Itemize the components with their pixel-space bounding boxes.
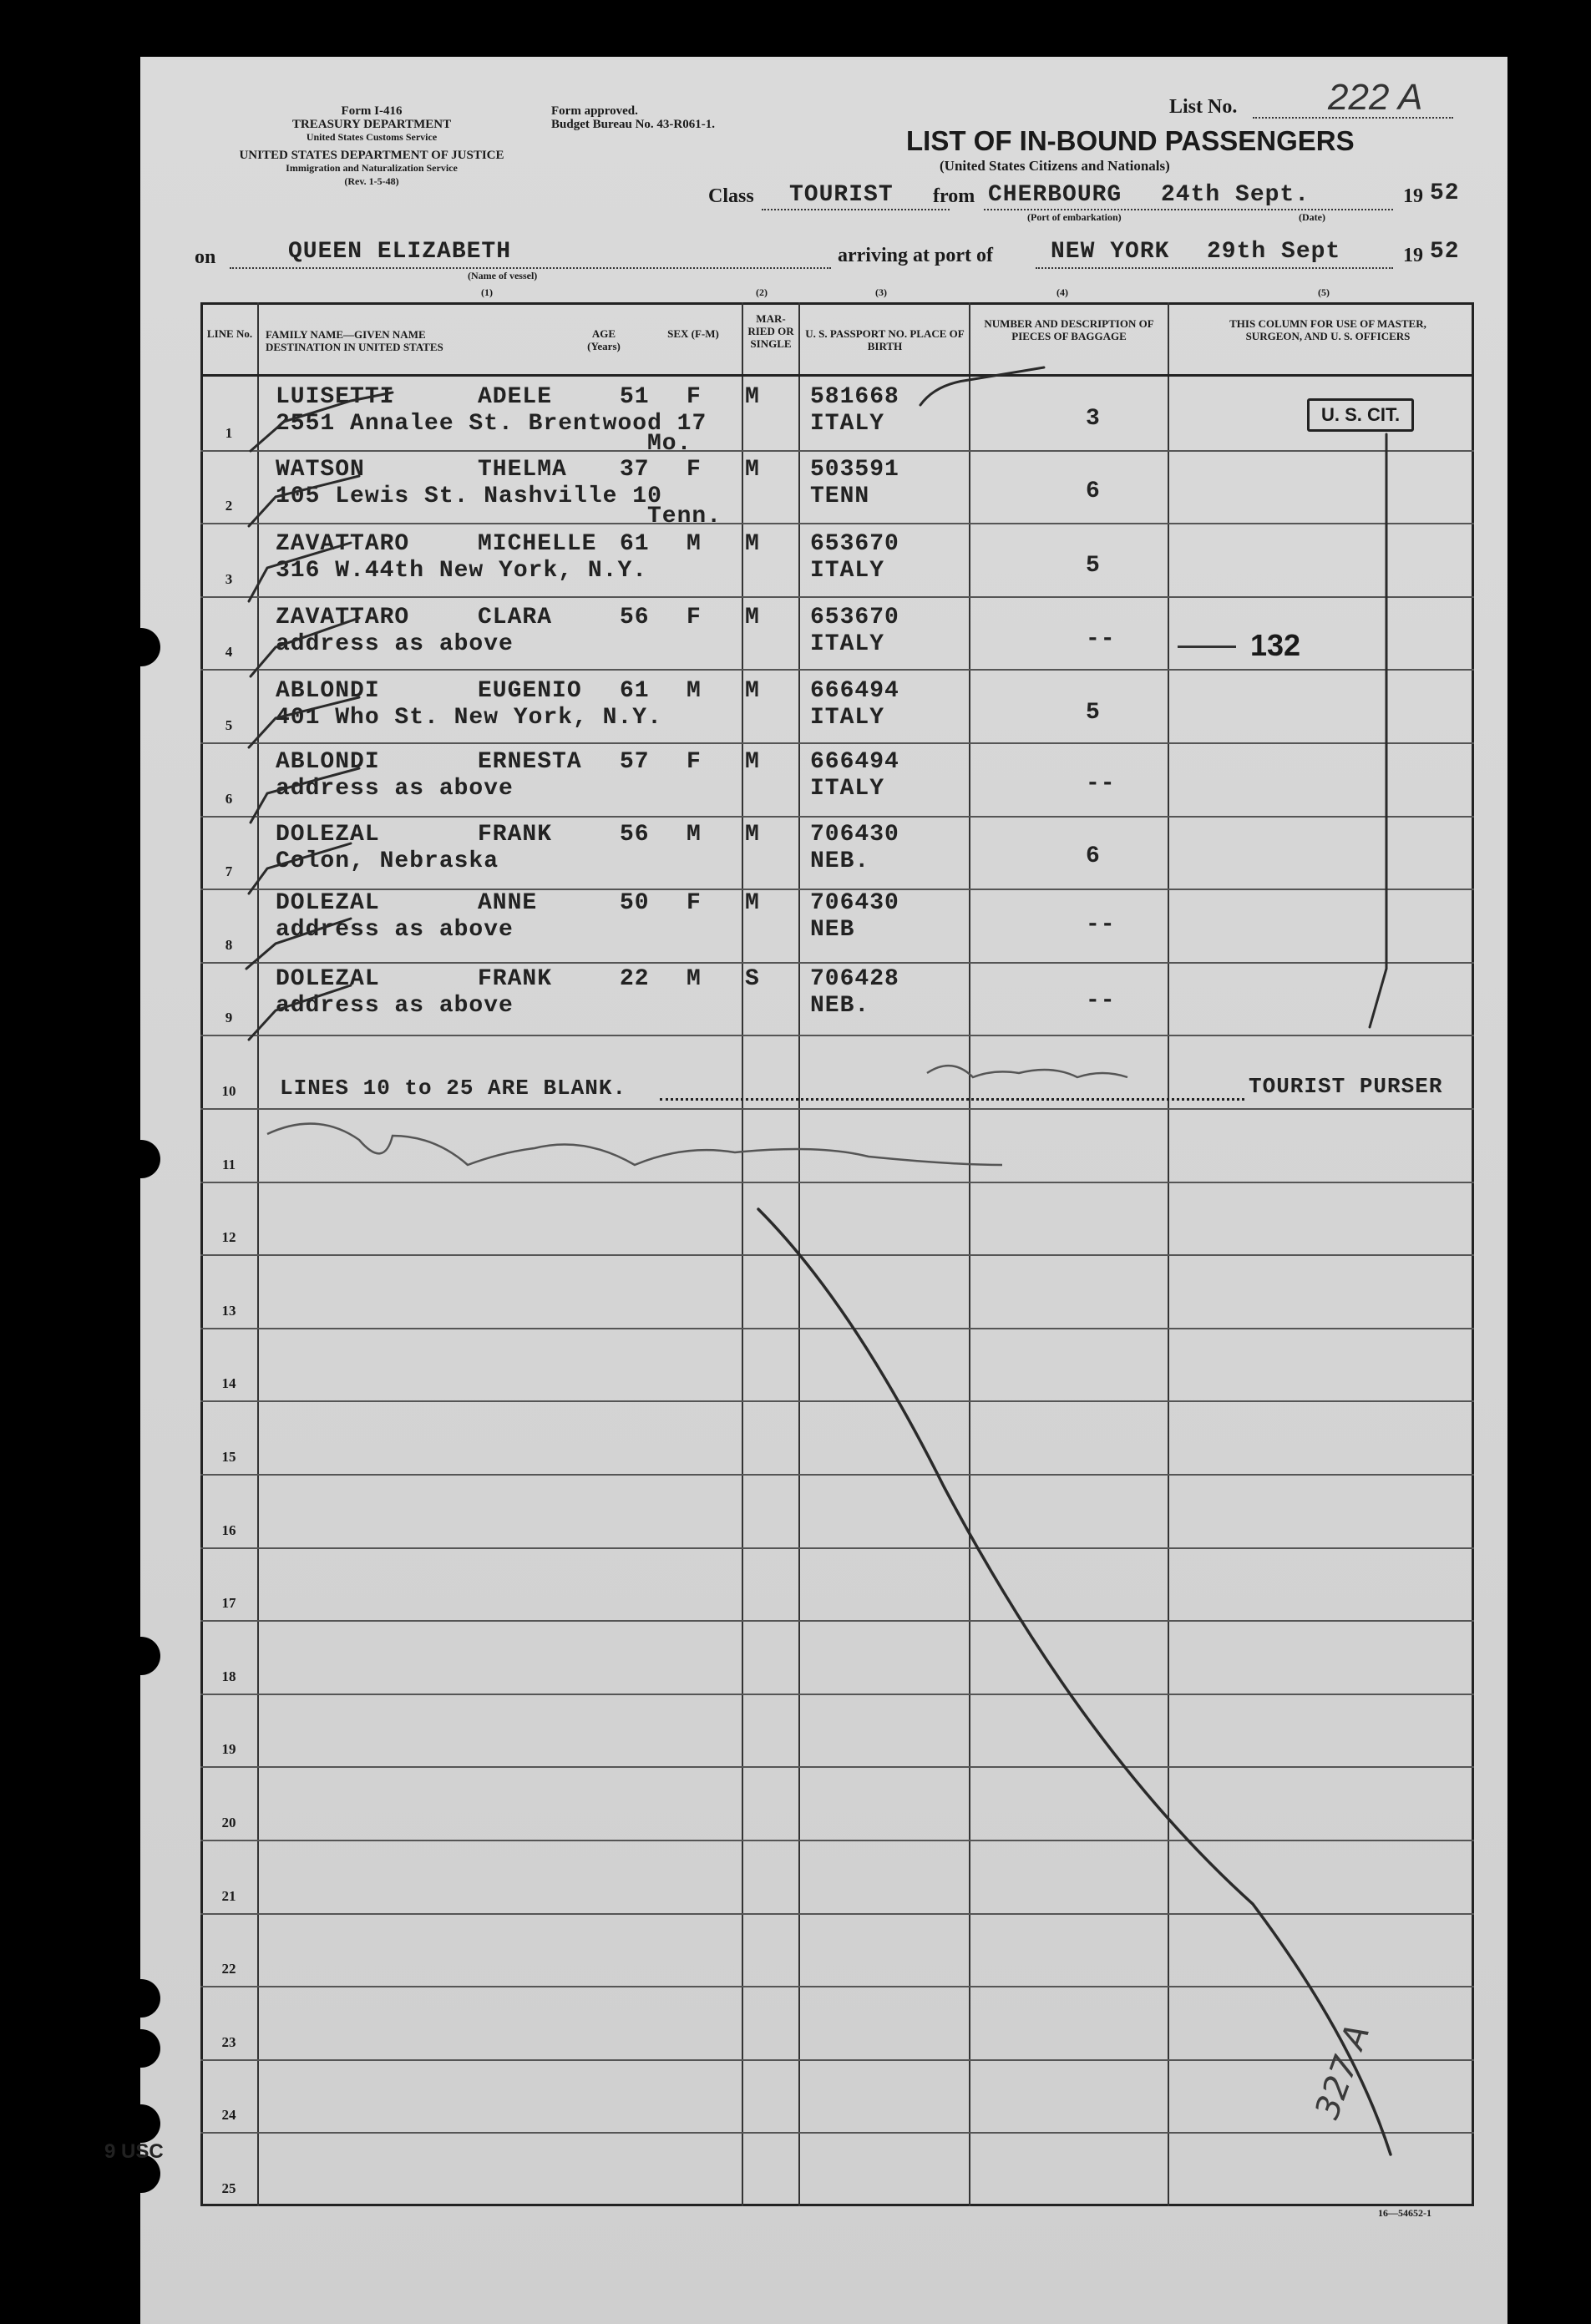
line-number: 22 [221,1961,236,1977]
line-number: 7 [225,863,233,879]
passenger-marital-status: M [745,531,760,557]
passenger-sex: F [687,457,702,483]
col-header-sex: SEX (F-M) [667,327,719,340]
year-prefix-2: 19 [1403,245,1423,266]
passenger-given-name: ADELE [478,384,553,410]
passenger-age: 61 [620,531,650,557]
baggage-count: -- [1086,771,1116,797]
passenger-family-name: ABLONDI [276,678,380,704]
passenger-destination: address as above [276,917,514,943]
dept-treasury-sub: United States Customs Service [306,131,438,143]
approval-line-2: Budget Bureau No. 43-R061-1. [551,118,715,131]
check-mark [251,392,393,451]
line-number: 12 [221,1229,236,1245]
passenger-age: 57 [620,749,650,775]
page-subtitle: (United States Citizens and Nationals) [940,158,1170,174]
baggage-count: -- [1086,626,1116,652]
passenger-family-name: WATSON [276,457,365,483]
passenger-destination-state: Mo. [647,431,692,457]
check-mark [249,476,359,526]
line-number: 4 [225,644,233,660]
passenger-sex: M [687,531,702,557]
cancel-diagonal-line [758,1209,1391,2154]
check-mark [251,618,359,676]
line-number: 1 [225,425,233,441]
col-num-3: (3) [875,286,887,298]
blank-lines-note: LINES 10 to 25 ARE BLANK. [280,1076,627,1101]
check-mark [249,843,351,894]
baggage-count: 6 [1086,478,1101,504]
passenger-marital-status: M [745,457,760,483]
passport-number: 706428 [810,966,899,992]
on-label: on [195,246,216,268]
line-number: 8 [225,937,233,953]
place-of-birth: ITALY [810,558,885,584]
place-of-birth: NEB. [810,848,870,874]
line-number: 6 [225,791,233,807]
class-value: TOURIST [789,182,894,208]
us-citizen-stamp: U. S. CIT. [1307,398,1414,432]
place-of-birth: NEB. [810,993,870,1019]
port-of-embarkation: CHERBOURG [988,182,1122,208]
col-header-name: FAMILY NAME—GIVEN NAME [266,328,426,341]
passenger-destination: address as above [276,993,514,1019]
passenger-sex: F [687,605,702,630]
vessel-name: QUEEN ELIZABETH [288,239,512,265]
col-header-age: AGE (Years) [587,327,621,352]
arrival-date: 29th Sept [1207,239,1341,265]
passenger-family-name: LUISETTI [276,384,395,410]
check-mark [251,768,359,823]
print-code: 16—54652-1 [1378,2207,1431,2219]
year-prefix: 19 [1403,185,1423,207]
passenger-marital-status: M [745,822,760,848]
line-number: 25 [221,2180,236,2196]
check-mark [249,697,359,747]
passenger-marital-status: S [745,966,760,992]
baggage-count: -- [1086,988,1116,1014]
passenger-destination: Colon, Nebraska [276,848,499,874]
passenger-age: 37 [620,457,650,483]
passenger-destination: 401 Who St. New York, N.Y. [276,705,662,731]
place-of-birth: ITALY [810,776,885,802]
line-number: 24 [221,2107,236,2123]
arrival-year: 52 [1430,239,1460,265]
line-number: 19 [221,1741,236,1757]
vessel-caption: (Name of vessel) [468,270,538,281]
passport-number: 706430 [810,822,899,848]
col-header-baggage: NUMBER AND DESCRIPTION OF PIECES OF BAGGAGE [984,317,1154,342]
dept-justice-sub: Immigration and Naturalization Service [286,162,458,174]
place-of-birth: TENN [810,484,870,509]
embarkation-date: 24th Sept. [1161,182,1310,208]
passenger-sex: M [687,678,702,704]
line-number: 10 [221,1083,236,1099]
list-no-value: 222 A [1328,77,1423,118]
check-mark [249,543,351,601]
col-num-1: (1) [481,286,493,298]
passenger-destination: 316 W.44th New York, N.Y. [276,558,648,584]
line-number: 20 [221,1815,236,1830]
passenger-marital-status: M [745,384,760,410]
line-number: 2 [225,498,233,514]
date-caption: (Date) [1299,211,1325,223]
line-number: 13 [221,1303,236,1319]
place-of-birth: ITALY [810,631,885,657]
passenger-sex: F [687,890,702,916]
passenger-marital-status: M [745,605,760,630]
baggage-count: 5 [1086,553,1101,579]
form-id: Form I-416 [341,104,403,118]
passport-number: 706430 [810,890,899,916]
col-header-officers: THIS COLUMN FOR USE OF MASTER, SURGEON, AND U. S. OFFICERS [1229,317,1426,342]
passenger-marital-status: M [745,678,760,704]
passenger-age: 50 [620,890,650,916]
purser-title: TOURIST PURSER [1249,1074,1443,1099]
dept-justice: UNITED STATES DEPARTMENT OF JUSTICE [239,149,504,162]
col-num-5: (5) [1318,286,1330,298]
col-num-4: (4) [1056,286,1068,298]
passenger-destination: 105 Lewis St. Nashville 10 [276,484,662,509]
passenger-given-name: ERNESTA [478,749,582,775]
line-number: 18 [221,1668,236,1684]
passenger-given-name: EUGENIO [478,678,582,704]
passenger-given-name: ANNE [478,890,538,916]
line-number: 21 [221,1888,236,1904]
baggage-count: 5 [1086,700,1101,726]
baggage-count: -- [1086,912,1116,938]
passenger-marital-status: M [745,749,760,775]
arrival-port: NEW YORK [1051,239,1170,265]
passenger-destination: 2551 Annalee St. Brentwood 17 [276,411,707,437]
signature-scribble [267,1124,1002,1165]
arriving-label: arriving at port of [838,245,993,266]
passenger-given-name: THELMA [478,457,567,483]
officer-vertical-line [1370,434,1386,1027]
passport-number: 653670 [810,605,899,630]
passenger-destination: address as above [276,776,514,802]
passport-number: 653670 [810,531,899,557]
embark-year: 52 [1430,180,1460,206]
place-of-birth: ITALY [810,705,885,731]
col-num-2: (2) [756,286,768,298]
passenger-sex: M [687,966,702,992]
passenger-age: 56 [620,605,650,630]
passport-number: 581668 [810,384,899,410]
passenger-destination-state: Tenn. [647,504,722,529]
revision: (Rev. 1-5-48) [344,175,399,187]
line-number: 14 [221,1375,236,1391]
purser-signature [927,1066,1127,1077]
passenger-sex: F [687,749,702,775]
col-header-married: MAR- RIED OR SINGLE [747,312,794,350]
line-number: 16 [221,1522,236,1538]
officer-count: 132 [1250,628,1301,662]
passenger-family-name: ABLONDI [276,749,380,775]
passenger-sex: M [687,822,702,848]
passenger-age: 22 [620,966,650,992]
col-header-line: LINE No. [206,327,253,340]
col-header-passport: U. S. PASSPORT NO. PLACE OF BIRTH [805,327,965,352]
baggage-count: 3 [1086,406,1101,432]
passenger-family-name: DOLEZAL [276,890,380,916]
line-number: 5 [225,717,233,733]
margin-annotation: 327 A [1308,2019,1378,2124]
line-number: 3 [225,571,233,587]
passenger-given-name: CLARA [478,605,553,630]
approval-line-1: Form approved. [551,104,638,118]
embarkation-caption: (Port of embarkation) [1027,211,1122,223]
page-title: LIST OF IN-BOUND PASSENGERS [906,125,1355,156]
passport-number: 666494 [810,749,899,775]
passenger-sex: F [687,384,702,410]
passenger-family-name: ZAVATTARO [276,605,410,630]
place-of-birth: NEB [810,917,855,943]
passenger-marital-status: M [745,890,760,916]
passenger-given-name: FRANK [478,966,553,992]
passenger-family-name: ZAVATTARO [276,531,410,557]
passenger-destination: address as above [276,631,514,657]
check-mark [246,919,351,969]
passenger-family-name: DOLEZAL [276,822,380,848]
baggage-count: 6 [1086,843,1101,869]
pen-stroke [920,367,1044,405]
line-number: 17 [221,1595,236,1611]
passport-number: 503591 [810,457,899,483]
from-label: from [933,185,975,207]
passenger-given-name: FRANK [478,822,553,848]
passenger-age: 51 [620,384,650,410]
line-number: 9 [225,1010,233,1025]
line-number: 11 [221,1157,236,1172]
passport-number: 666494 [810,678,899,704]
line-number: 23 [221,2034,236,2050]
list-no-label: List No. [1169,96,1238,118]
footer-code: 9 USC [104,2140,164,2163]
col-header-destination: DESTINATION IN UNITED STATES [266,341,443,353]
class-label: Class [708,185,754,207]
dept-treasury: TREASURY DEPARTMENT [291,118,452,131]
passenger-age: 56 [620,822,650,848]
place-of-birth: ITALY [810,411,885,437]
passenger-given-name: MICHELLE [478,531,597,557]
passenger-age: 61 [620,678,650,704]
check-mark [249,985,351,1040]
passenger-family-name: DOLEZAL [276,966,380,992]
line-number: 15 [221,1449,236,1465]
